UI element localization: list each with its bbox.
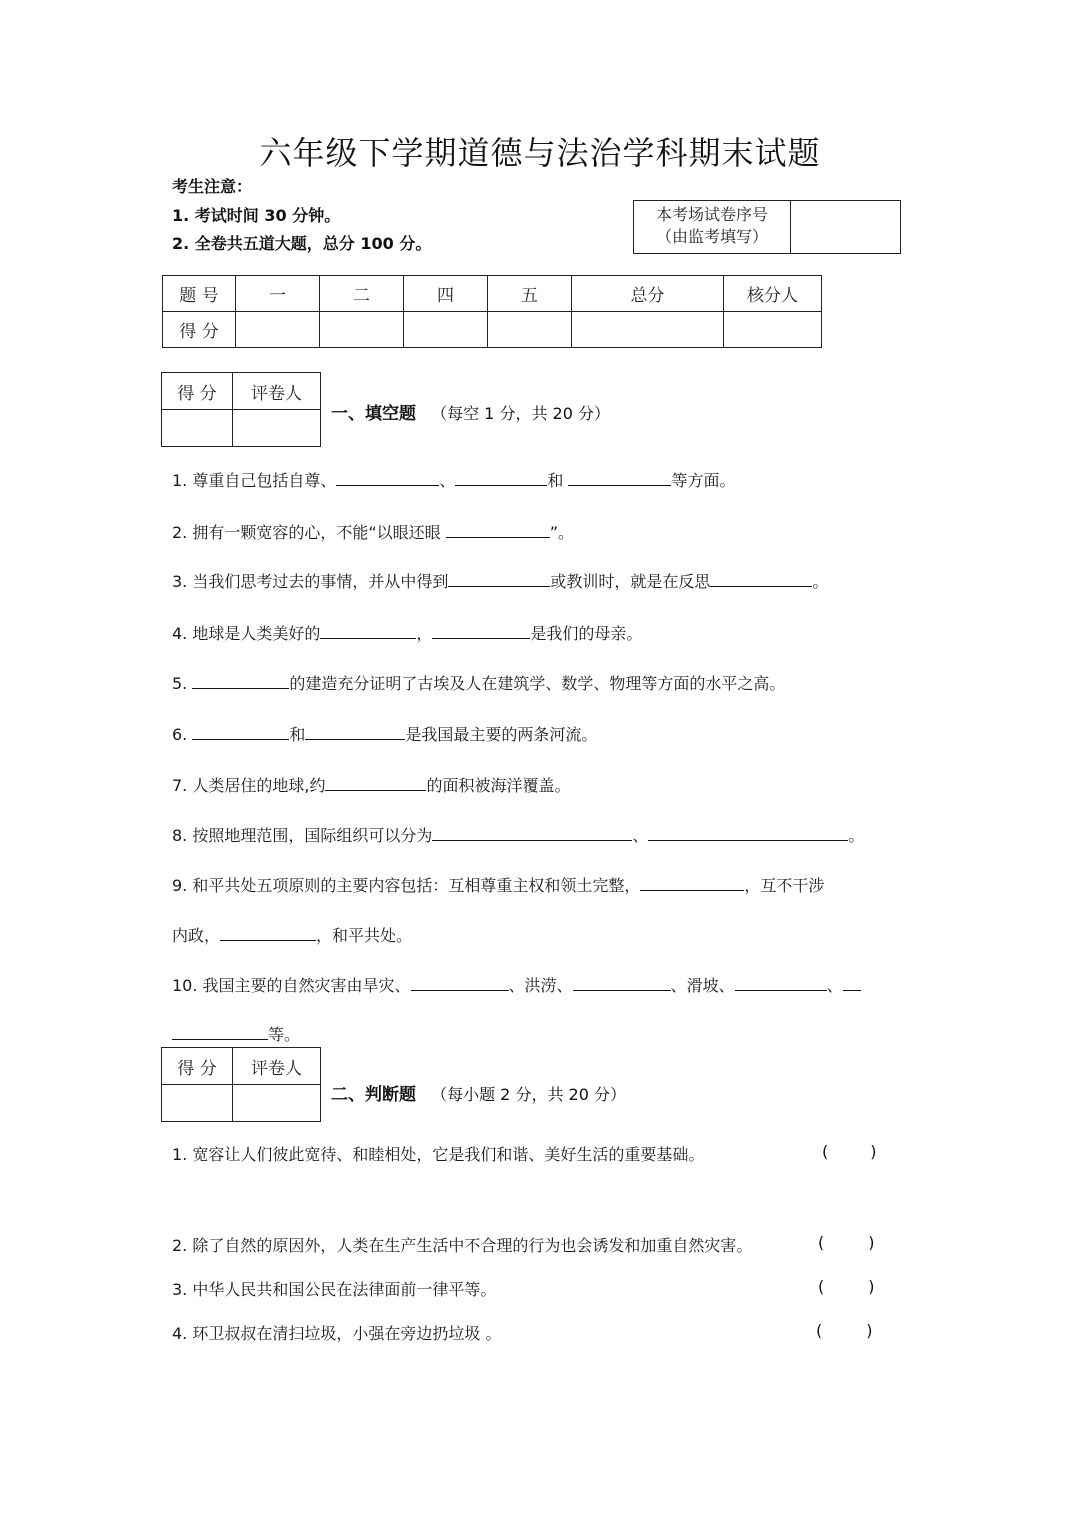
answer-blank[interactable]	[172, 1025, 268, 1040]
grader-name-label: 评卷人	[233, 373, 321, 410]
answer-parentheses[interactable]: ( )	[818, 1233, 875, 1252]
judge-question: 4. 环卫叔叔在清扫垃圾，小强在旁边扔垃圾 。	[172, 1324, 502, 1343]
fill-question	[172, 520, 574, 543]
score-cell[interactable]	[488, 312, 572, 348]
answer-blank[interactable]	[640, 876, 744, 891]
notice-heading: 考生注意：	[172, 177, 253, 196]
question-text: 和	[547, 471, 569, 490]
question-text: 等。	[268, 1025, 301, 1044]
answer-blank[interactable]	[336, 471, 439, 486]
question-text: 7. 人类居住的地球,约	[172, 776, 326, 795]
answer-blank[interactable]	[573, 976, 671, 991]
question-text: 、滑坡、	[670, 976, 735, 995]
fill-question	[172, 823, 864, 846]
question-text: 10. 我国主要的自然灾害由旱灾、	[172, 976, 411, 995]
question-text: 、	[632, 826, 649, 845]
score-cell[interactable]	[572, 312, 724, 348]
score-cell[interactable]	[236, 312, 320, 348]
question-text: 2. 拥有一颗宽容的心，不能“以眼还眼	[172, 523, 446, 542]
grader-score-field[interactable]	[162, 410, 233, 447]
answer-blank[interactable]	[568, 471, 671, 486]
question-text: 、	[826, 976, 843, 995]
paper-serial-box	[633, 200, 901, 254]
question-text: ，	[416, 624, 433, 643]
section1-note: （每空 1 分，共 20 分）	[431, 404, 610, 423]
notice-item: 1. 考试时间 30 分钟。	[172, 206, 341, 225]
answer-parentheses[interactable]: ( )	[816, 1321, 873, 1340]
question-text: 的建造充分证明了古埃及人在建筑学、数学、物理等方面的水平之高。	[289, 674, 786, 693]
question-text: 。	[812, 572, 829, 591]
question-text: 1. 尊重自己包括自尊、	[172, 471, 337, 490]
question-text: 或教训时，就是在反思	[550, 572, 711, 591]
question-text: 3. 当我们思考过去的事情，并从中得到	[172, 572, 449, 591]
section2-grader-box	[161, 1047, 321, 1122]
row-label: 得 分	[163, 312, 236, 348]
judge-question: 2. 除了自然的原因外，人类在生产生活中不合理的行为也会诱发和加重自然灾害。	[172, 1236, 753, 1255]
section2-heading	[331, 1080, 626, 1105]
answer-blank[interactable]	[325, 776, 426, 791]
grader-score-label: 得 分	[162, 1048, 233, 1085]
score-cell[interactable]	[724, 312, 822, 348]
fill-question	[172, 923, 412, 946]
paper-serial-label	[634, 201, 791, 253]
notice-item: 2. 全卷共五道大题，总分 100 分。	[172, 234, 432, 253]
answer-blank[interactable]	[843, 976, 861, 991]
section2-title: 二、判断题	[331, 1085, 416, 1105]
question-text: ”。	[549, 523, 575, 542]
question-text: 内政，	[172, 926, 221, 945]
header-cell: 四	[404, 276, 488, 312]
section1-grader-box	[161, 372, 321, 447]
header-cell: 一	[236, 276, 320, 312]
answer-blank[interactable]	[735, 976, 827, 991]
grader-name-label: 评卷人	[233, 1048, 321, 1085]
question-text: 是我国最主要的两条河流。	[405, 725, 598, 744]
question-text: ，互不干涉	[744, 876, 825, 895]
score-cell[interactable]	[404, 312, 488, 348]
question-text: 、	[439, 471, 456, 490]
score-summary-table	[162, 275, 822, 348]
header-cell: 总分	[572, 276, 724, 312]
question-text: ，和平共处。	[316, 926, 413, 945]
grader-name-field[interactable]	[233, 410, 321, 447]
fill-question	[172, 722, 597, 745]
grader-name-field[interactable]	[233, 1085, 321, 1122]
serial-label-line1: 本考场试卷序号	[655, 205, 768, 224]
question-text: 。	[848, 826, 865, 845]
grader-score-label: 得 分	[162, 373, 233, 410]
answer-blank[interactable]	[455, 471, 547, 486]
score-table-row	[163, 312, 822, 348]
question-text: 是我们的母亲。	[530, 624, 643, 643]
question-text: 8. 按照地理范围，国际组织可以分为	[172, 826, 433, 845]
fill-question	[172, 621, 642, 644]
answer-blank[interactable]	[648, 826, 848, 841]
fill-question	[172, 973, 861, 996]
fill-question	[172, 569, 828, 592]
answer-blank[interactable]	[432, 826, 632, 841]
question-text: 和	[289, 725, 306, 744]
answer-blank[interactable]	[710, 572, 812, 587]
section2-note: （每小题 2 分，共 20 分）	[431, 1085, 626, 1104]
answer-blank[interactable]	[305, 725, 405, 740]
section1-heading	[331, 399, 610, 424]
judge-question: 3. 中华人民共和国公民在法律面前一律平等。	[172, 1280, 497, 1299]
fill-question	[172, 773, 570, 796]
serial-label-line2: （由监考填写）	[655, 227, 768, 246]
answer-blank[interactable]	[432, 624, 530, 639]
header-cell: 核分人	[724, 276, 822, 312]
header-cell: 二	[320, 276, 404, 312]
paper-serial-field[interactable]	[791, 201, 900, 253]
question-text: 6.	[172, 725, 193, 744]
score-cell[interactable]	[320, 312, 404, 348]
question-text: 4. 地球是人类美好的	[172, 624, 321, 643]
fill-question	[172, 1022, 300, 1045]
question-text: 5.	[172, 674, 193, 693]
answer-parentheses[interactable]: ( )	[822, 1142, 877, 1161]
answer-blank[interactable]	[411, 976, 509, 991]
grader-score-field[interactable]	[162, 1085, 233, 1122]
question-text: 、洪涝、	[508, 976, 573, 995]
section1-title: 一、填空题	[331, 404, 416, 424]
answer-blank[interactable]	[448, 572, 550, 587]
answer-blank[interactable]	[446, 523, 550, 538]
answer-blank[interactable]	[220, 926, 316, 941]
answer-blank[interactable]	[192, 674, 289, 689]
fill-question	[172, 671, 785, 694]
answer-blank[interactable]	[192, 725, 289, 740]
question-text: 9. 和平共处五项原则的主要内容包括：互相尊重主权和领土完整，	[172, 876, 641, 895]
answer-blank[interactable]	[320, 624, 416, 639]
question-text: 的面积被海洋覆盖。	[426, 776, 571, 795]
score-table-header-row	[163, 276, 822, 312]
judge-question: 1. 宽容让人们彼此宽待、和睦相处，它是我们和谐、美好生活的重要基础。	[172, 1145, 705, 1164]
header-cell: 五	[488, 276, 572, 312]
fill-question	[172, 873, 824, 896]
answer-parentheses[interactable]: ( )	[818, 1277, 875, 1296]
header-cell: 题 号	[163, 276, 236, 312]
exam-title: 六年级下学期道德与法治学科期末试题	[259, 134, 821, 172]
fill-question	[172, 468, 735, 491]
question-text: 等方面。	[671, 471, 736, 490]
